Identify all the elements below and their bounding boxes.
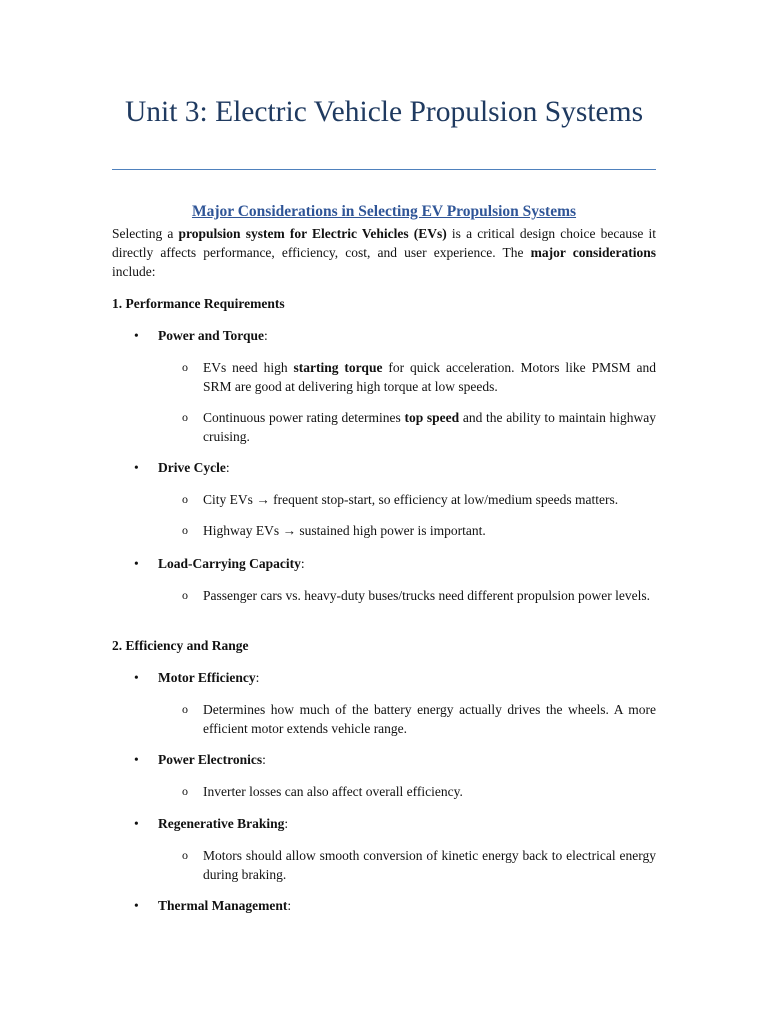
bullet-label: Load-Carrying Capacity xyxy=(158,556,301,571)
colon: : xyxy=(264,328,268,343)
sub-text: Determines how much of the battery energy actually drives the wheels. A more efficient motor extends vehicle range. xyxy=(203,702,656,736)
bullet-label: Power and Torque xyxy=(158,328,265,343)
intro-text-2: is a critical design choice because it directly affects performance, efficiency, cost, and user experience. The xyxy=(112,226,656,260)
bullet-label: Regenerative Braking xyxy=(158,816,285,831)
page-title: Unit 3: Electric Vehicle Propulsion Systems xyxy=(124,96,644,128)
sub-bullet: o xyxy=(182,848,188,862)
sub-bullet: o xyxy=(182,360,188,374)
bullet-label: Motor Efficiency xyxy=(158,670,256,685)
sub-bullet: o xyxy=(182,588,188,602)
bullet-dot: • xyxy=(134,816,139,831)
bullet-dot: • xyxy=(134,556,139,571)
sub-bullet: o xyxy=(182,523,188,537)
bullet-label: Drive Cycle xyxy=(158,460,226,475)
bullet-label: Thermal Management xyxy=(158,898,288,913)
sub-bullet: o xyxy=(182,410,188,424)
bullet-dot: • xyxy=(134,752,139,767)
colon: : xyxy=(255,670,260,685)
sub-text: Inverter losses can also affect overall efficiency. xyxy=(203,784,463,799)
sub-text: for quick acceleration. Motors like PMSM and SRM are good at delivering high torque at low speeds. xyxy=(203,360,657,394)
sub-bullet: o xyxy=(182,702,188,716)
colon: : xyxy=(284,816,289,831)
sub-text: EVs need high xyxy=(203,360,294,375)
bullet-dot: • xyxy=(134,328,139,343)
bullet-dot: • xyxy=(134,460,139,475)
section-2-heading: 2. Efficiency and Range xyxy=(112,638,249,653)
sub-bullet: o xyxy=(182,492,188,506)
document-page xyxy=(112,0,657,913)
sub-bold: top speed xyxy=(404,410,460,425)
section-1-heading: 1. Performance Requirements xyxy=(112,296,285,311)
colon: : xyxy=(262,752,266,767)
intro-text-3: include: xyxy=(112,264,156,279)
sub-bullet: o xyxy=(182,784,188,798)
bullet-dot: • xyxy=(134,670,139,685)
intro-bold-2: major considerations xyxy=(530,245,656,260)
colon: : xyxy=(287,898,292,913)
colon: : xyxy=(225,460,230,475)
colon: : xyxy=(300,556,305,571)
sub-text: City EVs → frequent stop-start, so efficiency at low/medium speeds matters. xyxy=(203,492,619,507)
sub-text: Passenger cars vs. heavy-duty buses/trucks need different propulsion power levels. xyxy=(203,588,651,603)
sub-text: Continuous power rating determines xyxy=(203,410,405,425)
sub-text: Highway EVs → sustained high power is important. xyxy=(203,523,486,538)
section-heading: Major Considerations in Selecting EV Propulsion Systems xyxy=(191,203,577,220)
sub-text: and the ability to maintain highway cruising. xyxy=(203,410,656,444)
title-divider xyxy=(112,169,656,170)
intro-bold-1: propulsion system for Electric Vehicles (EVs) xyxy=(178,226,447,241)
intro-paragraph xyxy=(112,224,656,281)
bullet-label: Power Electronics xyxy=(158,752,263,767)
intro-text-1: Selecting a xyxy=(112,226,179,241)
sub-text: Motors should allow smooth conversion of kinetic energy back to electrical energy during braking. xyxy=(203,848,656,882)
bullet-dot: • xyxy=(134,898,139,913)
sub-bold: starting torque xyxy=(293,360,383,375)
